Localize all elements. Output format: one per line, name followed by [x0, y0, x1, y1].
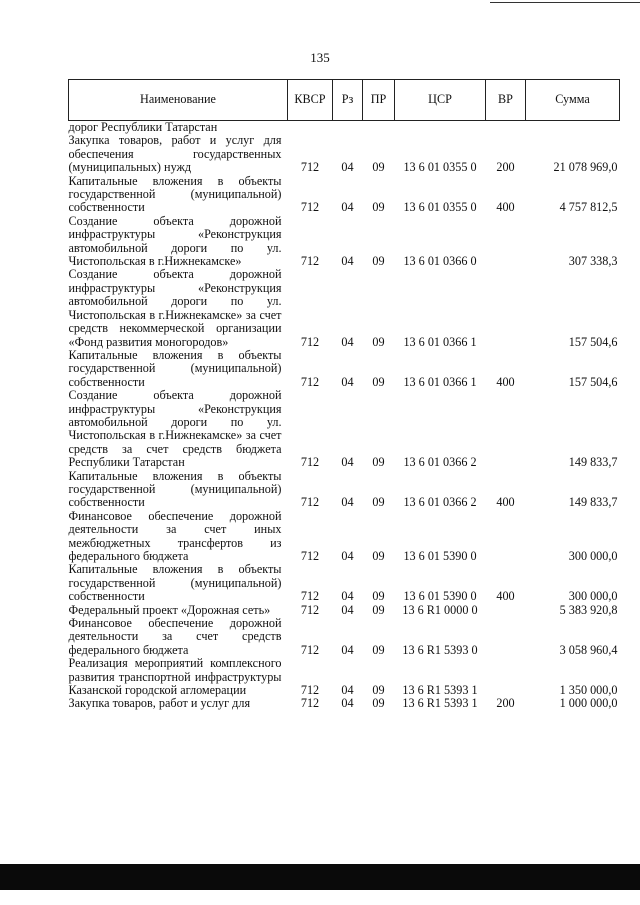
row-kvsr: 712	[300, 160, 320, 175]
row-rz: 04	[341, 455, 354, 470]
row-kvsr: 712	[300, 549, 320, 563]
row-kvsr: 712	[300, 374, 320, 389]
row-vr: 400	[496, 200, 515, 215]
header-vr: ВР	[486, 80, 526, 121]
row-vr	[486, 389, 526, 469]
row-csr	[395, 121, 486, 135]
row-rz: 04	[341, 549, 354, 563]
row-sum	[526, 121, 620, 135]
row-rz: 04	[341, 160, 354, 175]
row-csr: 13 6 R1 5393 1	[402, 683, 478, 698]
row-rz: 04	[341, 495, 354, 510]
budget-table	[68, 79, 620, 711]
row-sum: 300 000,0	[568, 589, 618, 604]
row-sum: 1 000 000,0	[559, 696, 618, 711]
row-name: Создание объекта дорожной инфраструктуры «Реконструкция автомобильной дороги по ул. Чистопольская в г.Нижнекамске» за счет средств за счет средств бюджета Республики Татарстан	[68, 388, 282, 470]
row-pr: 09	[372, 495, 385, 510]
row-sum: 149 833,7	[568, 455, 618, 470]
page-number: 135	[310, 50, 330, 65]
row-sum: 21 078 969,0	[553, 160, 618, 175]
table-row	[69, 215, 620, 269]
row-sum: 5 383 920,8	[559, 602, 618, 617]
table-row	[69, 697, 620, 710]
row-kvsr: 712	[300, 495, 320, 510]
row-pr: 09	[372, 160, 385, 175]
table-row	[69, 563, 620, 603]
table-row	[69, 349, 620, 389]
table-header-row	[69, 80, 620, 121]
row-rz: 04	[341, 334, 354, 349]
row-csr: 13 6 01 0366 2	[403, 495, 477, 510]
row-kvsr: 712	[300, 642, 320, 657]
row-vr	[486, 121, 526, 135]
row-name: Капитальные вложения в объекты государственной (муниципальной) собственности	[68, 347, 282, 389]
row-name: Капитальные вложения в объекты государственной (муниципальной) собственности	[68, 468, 282, 510]
row-sum: 157 504,6	[568, 374, 618, 389]
row-name: Капитальные вложения в объекты государственной (муниципальной) собственности	[68, 173, 282, 215]
row-rz	[333, 121, 363, 135]
table-row	[69, 389, 620, 469]
row-vr	[486, 510, 526, 564]
row-name: Финансовое обеспечение дорожной деятельности за счет иных межбюджетных трансфертов из федерального бюджета	[68, 508, 282, 563]
row-rz: 04	[341, 589, 354, 604]
row-name: Создание объекта дорожной инфраструктуры «Реконструкция автомобильной дороги по ул. Чистопольская в г.Нижнекамске»	[68, 213, 282, 269]
row-kvsr: 712	[300, 589, 320, 604]
row-name: Реализация мероприятий комплексного развития транспортной инфраструктуры Казанской городской агломерации	[68, 656, 282, 698]
row-pr: 09	[372, 589, 385, 604]
row-kvsr: 712	[300, 334, 320, 349]
table-row	[69, 134, 620, 174]
table-row	[69, 657, 620, 697]
row-rz: 04	[341, 602, 354, 617]
row-sum: 157 504,6	[568, 334, 618, 349]
row-pr: 09	[372, 683, 385, 698]
row-pr: 09	[372, 254, 385, 269]
row-csr: 13 6 R1 5393 0	[402, 642, 478, 657]
row-kvsr: 712	[300, 200, 320, 215]
row-kvsr: 712	[300, 602, 320, 617]
row-pr: 09	[372, 455, 385, 470]
table-row	[69, 121, 620, 135]
row-rz: 04	[341, 254, 354, 269]
table-row	[69, 470, 620, 510]
header-pr: ПР	[363, 80, 395, 121]
row-sum: 4 757 812,5	[559, 200, 618, 215]
row-name: Финансовое обеспечение дорожной деятельности за счет средств федерального бюджета	[68, 616, 282, 657]
row-vr: 400	[496, 495, 515, 510]
header-rz: Рз	[333, 80, 363, 121]
row-kvsr: 712	[300, 696, 320, 711]
row-pr: 09	[372, 200, 385, 215]
row-name: Создание объекта дорожной инфраструктуры «Реконструкция автомобильной дороги по ул. Чистопольская в г.Нижнекамске» за счет средств некоммерческой организации «Фонд развития моногородов»	[68, 267, 282, 349]
row-sum: 1 350 000,0	[559, 683, 618, 698]
table-row	[69, 175, 620, 215]
row-name: Федеральный проект «Дорожная сеть»	[68, 602, 271, 617]
row-pr	[363, 121, 395, 135]
row-csr: 13 6 01 0355 0	[403, 200, 477, 215]
table-row	[69, 604, 620, 617]
row-pr: 09	[372, 549, 385, 563]
row-sum: 300 000,0	[568, 549, 618, 563]
row-name: Капитальные вложения в объекты государственной (муниципальной) собственности	[68, 562, 282, 604]
row-sum: 149 833,7	[568, 495, 618, 510]
row-pr: 09	[372, 696, 385, 711]
row-sum: 307 338,3	[568, 254, 618, 269]
row-csr: 13 6 01 0366 2	[403, 455, 477, 470]
header-csr: ЦСР	[395, 80, 486, 121]
row-name: дорог Республики Татарстан	[68, 120, 218, 134]
row-vr	[486, 617, 526, 657]
row-rz: 04	[341, 374, 354, 389]
table-row	[69, 510, 620, 564]
row-vr	[486, 268, 526, 348]
row-csr: 13 6 01 5390 0	[403, 589, 477, 604]
table-row	[69, 617, 620, 657]
row-csr: 13 6 01 0366 1	[403, 374, 477, 389]
row-kvsr	[288, 121, 333, 135]
row-vr: 400	[496, 374, 515, 389]
row-vr	[486, 657, 526, 697]
row-sum: 3 058 960,4	[559, 642, 618, 657]
row-vr	[486, 215, 526, 269]
row-csr: 13 6 R1 0000 0	[402, 602, 478, 617]
row-csr: 13 6 01 0366 0	[403, 254, 477, 269]
row-rz: 04	[341, 696, 354, 711]
row-pr: 09	[372, 334, 385, 349]
row-name: Закупка товаров, работ и услуг для	[68, 696, 251, 711]
row-rz: 04	[341, 683, 354, 698]
row-vr: 400	[496, 589, 515, 604]
row-csr: 13 6 01 0355 0	[403, 160, 477, 175]
row-name: Закупка товаров, работ и услуг для обеспечения государственных (муниципальных) нужд	[68, 133, 282, 175]
header-name: Наименование	[69, 80, 288, 121]
row-rz: 04	[341, 200, 354, 215]
row-csr: 13 6 01 0366 1	[403, 334, 477, 349]
row-csr: 13 6 R1 5393 1	[402, 696, 478, 711]
row-pr: 09	[372, 602, 385, 617]
row-pr: 09	[372, 374, 385, 389]
top-edge-line	[490, 2, 640, 3]
header-sum: Сумма	[526, 80, 620, 121]
row-vr	[486, 604, 526, 617]
table-row	[69, 268, 620, 348]
row-kvsr: 712	[300, 455, 320, 470]
row-csr: 13 6 01 5390 0	[403, 549, 477, 563]
row-kvsr: 712	[300, 683, 320, 698]
row-kvsr: 712	[300, 254, 320, 269]
header-kvsr: КВСР	[288, 80, 333, 121]
row-rz: 04	[341, 642, 354, 657]
scan-edge-bar	[0, 864, 640, 890]
row-vr: 200	[496, 696, 515, 711]
row-pr: 09	[372, 642, 385, 657]
row-vr: 200	[496, 160, 515, 175]
